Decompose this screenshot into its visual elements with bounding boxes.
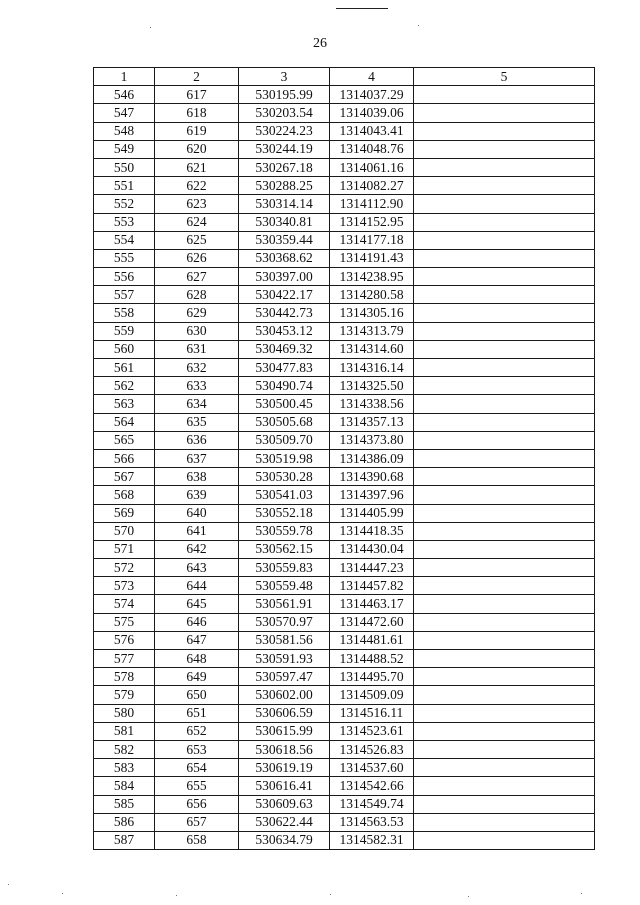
table-cell-col-5 (414, 486, 595, 504)
table-cell-col-4: 1314457.82 (330, 577, 414, 595)
table-cell-col-1: 548 (94, 122, 155, 140)
table-body (94, 86, 595, 850)
table-cell-col-1: 554 (94, 231, 155, 249)
table-cell-col-1: 577 (94, 650, 155, 668)
table-cell-col-5 (414, 777, 595, 795)
table-cell-col-5 (414, 177, 595, 195)
table-cell-col-5 (414, 231, 595, 249)
table-cell-col-2: 646 (155, 613, 239, 631)
table-cell-col-2: 655 (155, 777, 239, 795)
table-cell-col-2: 623 (155, 195, 239, 213)
table-cell-col-2: 649 (155, 668, 239, 686)
table-cell-col-4: 1314542.66 (330, 777, 414, 795)
table-row (94, 359, 595, 377)
column-header-5: 5 (414, 68, 595, 86)
table-cell-col-5 (414, 668, 595, 686)
table-cell-col-2: 632 (155, 359, 239, 377)
table-cell-col-5 (414, 631, 595, 649)
table-row (94, 395, 595, 413)
table-cell-col-4: 1314061.16 (330, 158, 414, 176)
table-cell-col-2: 617 (155, 86, 239, 104)
table-row (94, 831, 595, 849)
table-row (94, 286, 595, 304)
table-row (94, 759, 595, 777)
table-cell-col-4: 1314447.23 (330, 559, 414, 577)
table-cell-col-1: 582 (94, 740, 155, 758)
column-header-4: 4 (330, 68, 414, 86)
table-row (94, 377, 595, 395)
table-cell-col-2: 630 (155, 322, 239, 340)
table-cell-col-3: 530397.00 (239, 268, 330, 286)
table-cell-col-1: 572 (94, 559, 155, 577)
table-cell-col-1: 563 (94, 395, 155, 413)
table-cell-col-4: 1314397.96 (330, 486, 414, 504)
column-header-1: 1 (94, 68, 155, 86)
table-cell-col-1: 555 (94, 249, 155, 267)
table-cell-col-1: 547 (94, 104, 155, 122)
table-cell-col-4: 1314563.53 (330, 813, 414, 831)
table-cell-col-3: 530559.83 (239, 559, 330, 577)
table-cell-col-3: 530490.74 (239, 377, 330, 395)
table-row (94, 195, 595, 213)
table-cell-col-5 (414, 722, 595, 740)
table-row (94, 413, 595, 431)
table-cell-col-2: 620 (155, 140, 239, 158)
header-rule (336, 8, 388, 9)
table-cell-col-2: 651 (155, 704, 239, 722)
table-cell-col-5 (414, 577, 595, 595)
table-cell-col-3: 530530.28 (239, 468, 330, 486)
table-cell-col-4: 1314043.41 (330, 122, 414, 140)
table-cell-col-5 (414, 831, 595, 849)
table-cell-col-1: 569 (94, 504, 155, 522)
table-row (94, 686, 595, 704)
table-cell-col-1: 573 (94, 577, 155, 595)
table-cell-col-1: 574 (94, 595, 155, 613)
table-cell-col-1: 568 (94, 486, 155, 504)
table-cell-col-1: 565 (94, 431, 155, 449)
table-row (94, 140, 595, 158)
table-cell-col-3: 530203.54 (239, 104, 330, 122)
table-cell-col-2: 640 (155, 504, 239, 522)
table-cell-col-2: 642 (155, 540, 239, 558)
table-cell-col-1: 581 (94, 722, 155, 740)
table-cell-col-5 (414, 140, 595, 158)
table-row (94, 268, 595, 286)
table-cell-col-4: 1314516.11 (330, 704, 414, 722)
table-cell-col-4: 1314357.13 (330, 413, 414, 431)
table-cell-col-1: 556 (94, 268, 155, 286)
table-row (94, 322, 595, 340)
table-cell-col-1: 560 (94, 340, 155, 358)
table-cell-col-4: 1314537.60 (330, 759, 414, 777)
table-cell-col-2: 645 (155, 595, 239, 613)
table-cell-col-3: 530615.99 (239, 722, 330, 740)
table-cell-col-1: 575 (94, 613, 155, 631)
table-cell-col-4: 1314177.18 (330, 231, 414, 249)
table-cell-col-4: 1314463.17 (330, 595, 414, 613)
table-row (94, 340, 595, 358)
table-cell-col-1: 566 (94, 449, 155, 467)
table-cell-col-3: 530359.44 (239, 231, 330, 249)
table-cell-col-3: 530505.68 (239, 413, 330, 431)
table-cell-col-3: 530552.18 (239, 504, 330, 522)
table-cell-col-3: 530597.47 (239, 668, 330, 686)
table-cell-col-4: 1314488.52 (330, 650, 414, 668)
table-cell-col-2: 653 (155, 740, 239, 758)
table-cell-col-1: 557 (94, 286, 155, 304)
table-cell-col-5 (414, 686, 595, 704)
table-cell-col-5 (414, 595, 595, 613)
table-row (94, 468, 595, 486)
table-cell-col-3: 530519.98 (239, 449, 330, 467)
table-cell-col-3: 530602.00 (239, 686, 330, 704)
table-cell-col-1: 585 (94, 795, 155, 813)
column-header-3: 3 (239, 68, 330, 86)
table-cell-col-3: 530477.83 (239, 359, 330, 377)
table-header-row (94, 68, 595, 86)
table-cell-col-2: 639 (155, 486, 239, 504)
table-cell-col-5 (414, 813, 595, 831)
table-cell-col-3: 530561.91 (239, 595, 330, 613)
table-cell-col-2: 636 (155, 431, 239, 449)
table-cell-col-3: 530267.18 (239, 158, 330, 176)
table-row (94, 595, 595, 613)
table-cell-col-4: 1314313.79 (330, 322, 414, 340)
table-cell-col-3: 530453.12 (239, 322, 330, 340)
table-cell-col-3: 530340.81 (239, 213, 330, 231)
table-row (94, 86, 595, 104)
table-cell-col-4: 1314305.16 (330, 304, 414, 322)
table-cell-col-5 (414, 650, 595, 668)
table-cell-col-4: 1314549.74 (330, 795, 414, 813)
table-cell-col-4: 1314037.29 (330, 86, 414, 104)
table-cell-col-2: 647 (155, 631, 239, 649)
table-cell-col-5 (414, 286, 595, 304)
table-cell-col-2: 633 (155, 377, 239, 395)
table-cell-col-4: 1314316.14 (330, 359, 414, 377)
table-cell-col-1: 562 (94, 377, 155, 395)
table-row (94, 104, 595, 122)
table-cell-col-2: 643 (155, 559, 239, 577)
table-cell-col-1: 553 (94, 213, 155, 231)
table-row (94, 631, 595, 649)
table-cell-col-4: 1314481.61 (330, 631, 414, 649)
table-cell-col-3: 530314.14 (239, 195, 330, 213)
table-cell-col-2: 621 (155, 158, 239, 176)
table-cell-col-5 (414, 613, 595, 631)
table-cell-col-5 (414, 431, 595, 449)
table-cell-col-1: 583 (94, 759, 155, 777)
table-cell-col-3: 530606.59 (239, 704, 330, 722)
table-cell-col-2: 631 (155, 340, 239, 358)
table-cell-col-5 (414, 540, 595, 558)
table-cell-col-3: 530562.15 (239, 540, 330, 558)
table-cell-col-1: 559 (94, 322, 155, 340)
table-cell-col-5 (414, 759, 595, 777)
table-cell-col-2: 619 (155, 122, 239, 140)
table-cell-col-4: 1314582.31 (330, 831, 414, 849)
table-row (94, 158, 595, 176)
table-cell-col-2: 622 (155, 177, 239, 195)
table-cell-col-4: 1314418.35 (330, 522, 414, 540)
table-row (94, 231, 595, 249)
table-cell-col-3: 530422.17 (239, 286, 330, 304)
table-cell-col-5 (414, 413, 595, 431)
table-row (94, 486, 595, 504)
table-cell-col-1: 576 (94, 631, 155, 649)
table-cell-col-3: 530469.32 (239, 340, 330, 358)
table-cell-col-3: 530224.23 (239, 122, 330, 140)
table-row (94, 449, 595, 467)
table-cell-col-4: 1314405.99 (330, 504, 414, 522)
table-cell-col-5 (414, 122, 595, 140)
table-cell-col-4: 1314238.95 (330, 268, 414, 286)
table-cell-col-5 (414, 340, 595, 358)
table-cell-col-4: 1314495.70 (330, 668, 414, 686)
table-cell-col-5 (414, 740, 595, 758)
table-cell-col-5 (414, 213, 595, 231)
table-cell-col-1: 586 (94, 813, 155, 831)
table-cell-col-3: 530618.56 (239, 740, 330, 758)
table-row (94, 650, 595, 668)
table-row (94, 704, 595, 722)
table-cell-col-3: 530591.93 (239, 650, 330, 668)
table-cell-col-1: 561 (94, 359, 155, 377)
table-cell-col-1: 587 (94, 831, 155, 849)
table-row (94, 559, 595, 577)
table-cell-col-2: 637 (155, 449, 239, 467)
table-cell-col-5 (414, 322, 595, 340)
table-cell-col-3: 530442.73 (239, 304, 330, 322)
table-cell-col-5 (414, 377, 595, 395)
table-row (94, 813, 595, 831)
table-cell-col-1: 567 (94, 468, 155, 486)
table-cell-col-2: 635 (155, 413, 239, 431)
table-cell-col-3: 530619.19 (239, 759, 330, 777)
table-cell-col-2: 652 (155, 722, 239, 740)
table-cell-col-2: 641 (155, 522, 239, 540)
table-cell-col-4: 1314280.58 (330, 286, 414, 304)
table-cell-col-5 (414, 195, 595, 213)
table-cell-col-4: 1314082.27 (330, 177, 414, 195)
table-cell-col-1: 578 (94, 668, 155, 686)
table-cell-col-2: 627 (155, 268, 239, 286)
table-cell-col-3: 530616.41 (239, 777, 330, 795)
table-cell-col-4: 1314039.06 (330, 104, 414, 122)
table-cell-col-3: 530570.97 (239, 613, 330, 631)
table-cell-col-4: 1314314.60 (330, 340, 414, 358)
table-cell-col-4: 1314373.80 (330, 431, 414, 449)
table-cell-col-5 (414, 395, 595, 413)
table-cell-col-3: 530559.48 (239, 577, 330, 595)
table-cell-col-4: 1314191.43 (330, 249, 414, 267)
table-cell-col-3: 530509.70 (239, 431, 330, 449)
table-cell-col-2: 638 (155, 468, 239, 486)
table-cell-col-1: 552 (94, 195, 155, 213)
table-cell-col-1: 551 (94, 177, 155, 195)
table-cell-col-3: 530244.19 (239, 140, 330, 158)
table-row (94, 577, 595, 595)
table-cell-col-4: 1314152.95 (330, 213, 414, 231)
table-row (94, 740, 595, 758)
table-cell-col-5 (414, 522, 595, 540)
page-number: 26 (313, 36, 327, 51)
table-cell-col-4: 1314386.09 (330, 449, 414, 467)
table-cell-col-4: 1314390.68 (330, 468, 414, 486)
table-cell-col-3: 530622.44 (239, 813, 330, 831)
table-cell-col-2: 625 (155, 231, 239, 249)
table-row (94, 213, 595, 231)
table-row (94, 249, 595, 267)
table-cell-col-4: 1314430.04 (330, 540, 414, 558)
table-cell-col-1: 579 (94, 686, 155, 704)
table-cell-col-2: 658 (155, 831, 239, 849)
table-cell-col-2: 644 (155, 577, 239, 595)
table-cell-col-1: 571 (94, 540, 155, 558)
table-cell-col-5 (414, 468, 595, 486)
table-cell-col-1: 564 (94, 413, 155, 431)
table-cell-col-5 (414, 704, 595, 722)
table-cell-col-5 (414, 359, 595, 377)
table-row (94, 540, 595, 558)
table-row (94, 722, 595, 740)
table-cell-col-3: 530609.63 (239, 795, 330, 813)
table-cell-col-3: 530500.45 (239, 395, 330, 413)
table-cell-col-3: 530541.03 (239, 486, 330, 504)
table-cell-col-3: 530581.56 (239, 631, 330, 649)
table-row (94, 177, 595, 195)
table-cell-col-3: 530634.79 (239, 831, 330, 849)
table-cell-col-4: 1314523.61 (330, 722, 414, 740)
table-cell-col-2: 656 (155, 795, 239, 813)
table-row (94, 668, 595, 686)
table-row (94, 795, 595, 813)
table-cell-col-4: 1314325.50 (330, 377, 414, 395)
table-cell-col-2: 657 (155, 813, 239, 831)
table-cell-col-1: 546 (94, 86, 155, 104)
table-cell-col-5 (414, 449, 595, 467)
table-row (94, 504, 595, 522)
table-row (94, 777, 595, 795)
table-cell-col-4: 1314112.90 (330, 195, 414, 213)
table-row (94, 122, 595, 140)
table-cell-col-2: 626 (155, 249, 239, 267)
table-cell-col-1: 550 (94, 158, 155, 176)
table-cell-col-5 (414, 86, 595, 104)
table-cell-col-2: 634 (155, 395, 239, 413)
table-cell-col-2: 628 (155, 286, 239, 304)
table-cell-col-2: 650 (155, 686, 239, 704)
table-cell-col-1: 549 (94, 140, 155, 158)
table-cell-col-4: 1314526.83 (330, 740, 414, 758)
coordinates-table (93, 67, 595, 850)
table-cell-col-1: 580 (94, 704, 155, 722)
table-cell-col-5 (414, 104, 595, 122)
table-cell-col-2: 618 (155, 104, 239, 122)
table-row (94, 613, 595, 631)
table-cell-col-2: 654 (155, 759, 239, 777)
table-cell-col-5 (414, 304, 595, 322)
table-cell-col-3: 530288.25 (239, 177, 330, 195)
table-cell-col-5 (414, 795, 595, 813)
column-header-2: 2 (155, 68, 239, 86)
table-cell-col-3: 530559.78 (239, 522, 330, 540)
table-row (94, 304, 595, 322)
table-cell-col-5 (414, 268, 595, 286)
table-cell-col-5 (414, 559, 595, 577)
table-cell-col-4: 1314338.56 (330, 395, 414, 413)
table-cell-col-5 (414, 249, 595, 267)
table-cell-col-1: 570 (94, 522, 155, 540)
table-cell-col-4: 1314509.09 (330, 686, 414, 704)
table-cell-col-1: 584 (94, 777, 155, 795)
table-cell-col-2: 629 (155, 304, 239, 322)
table-row (94, 522, 595, 540)
table-cell-col-5 (414, 504, 595, 522)
table-cell-col-1: 558 (94, 304, 155, 322)
table-cell-col-2: 624 (155, 213, 239, 231)
table-cell-col-3: 530195.99 (239, 86, 330, 104)
table-cell-col-4: 1314048.76 (330, 140, 414, 158)
table-cell-col-2: 648 (155, 650, 239, 668)
table-row (94, 431, 595, 449)
table-cell-col-5 (414, 158, 595, 176)
table-cell-col-4: 1314472.60 (330, 613, 414, 631)
table-cell-col-3: 530368.62 (239, 249, 330, 267)
